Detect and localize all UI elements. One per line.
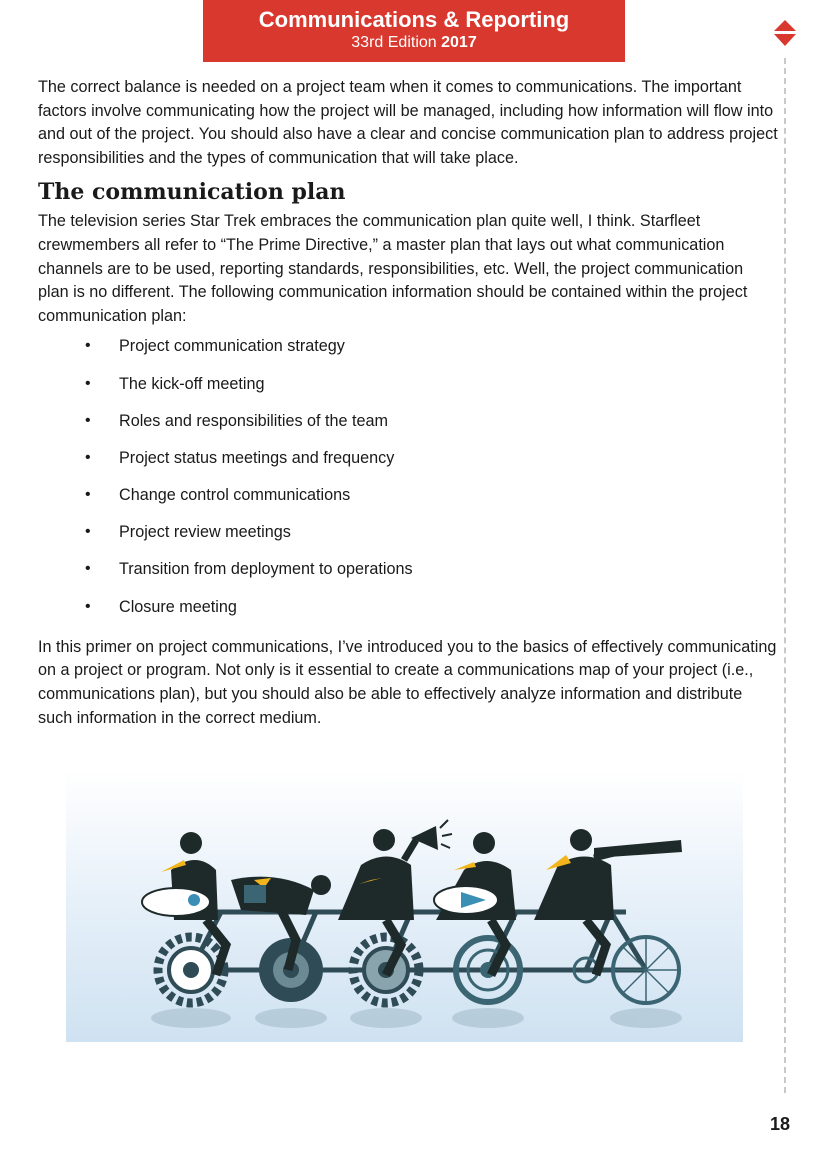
list-item [38,334,778,371]
list-item [38,557,778,594]
plan-paragraph: The television series Star Trek embraces the communication plan quite well, I think. Starfleet crewmembers all refer to “The Prime Directive,” a master plan that lays out what communication channels are to be used, reporting standards, responsibilities, etc. Well, the project communication plan is no different. The following communication information should be contained within the project communication plan: [38,212,748,325]
edition-year: 2017 [441,34,477,51]
header-title: Communications & Reporting [258,7,570,32]
plan-list [38,334,778,632]
page-content [38,76,778,730]
page-number: 18 [770,1114,791,1134]
list-item-text: Change control communications [119,486,351,505]
list-item-text: Closure meeting [119,597,237,616]
bullet-icon: • [85,486,91,504]
bullet-icon: • [85,374,91,392]
bullet-icon: • [85,448,91,466]
list-item [38,446,778,483]
edition-label: 33rd Edition [351,34,437,51]
bullet-icon: • [85,523,91,541]
list-item-text: Roles and responsibilities of the team [119,411,389,430]
bullet-icon: • [85,597,91,615]
list-item-text: Project communication strategy [119,337,345,356]
list-item [38,483,778,520]
closing-paragraph: In this primer on project communications, I’ve introduced you to the basics of effectively communicating on a project or program. Not only is it essential to create a communications map of your project (i.e., communications plan), but you should also be able to effectively analyze information and distribute such information in the correct medium. [38,637,777,727]
list-item-text: Transition from deployment to operations [119,560,413,579]
rider-5 [534,829,682,975]
section-heading: The communication plan [38,179,346,206]
intro-paragraph: The correct balance is needed on a project team when it comes to communications. The important factors involve communicating how the project will be managed, including how information will flow into and out of the project. You should also have a clear and concise communication plan to address project responsibilities and the types of communication that will take place. [38,78,778,167]
bullet-icon: • [85,560,91,578]
list-item [38,409,778,446]
reflection [151,1008,682,1028]
side-dashed-rule [784,58,786,1093]
bullet-icon: • [85,337,91,355]
list-item-text: Project status meetings and frequency [119,448,395,467]
bullet-icon: • [85,411,91,429]
list-item-text: Project review meetings [119,523,291,542]
list-item [38,372,778,409]
list-item [38,520,778,557]
list-item [38,595,778,632]
list-item-text: The kick-off meeting [119,374,265,393]
tandem-bicycle-team-illustration [66,770,743,1042]
up-down-arrows-icon[interactable] [773,19,797,47]
header-edition [203,33,625,53]
header-banner [203,0,625,62]
